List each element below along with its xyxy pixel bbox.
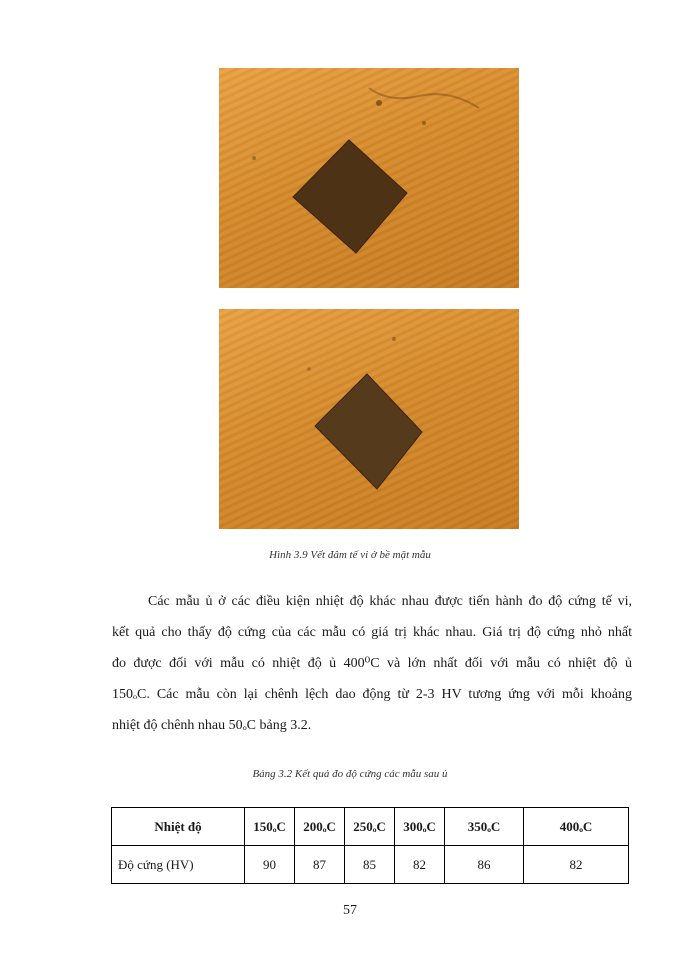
micrograph-indentation-1 (219, 68, 519, 288)
paragraph-line: đo được đối với mẫu có nhiệt độ ủ 400⁰C và lớn nhất đối với mẫu có nhiệt độ ủ (112, 656, 632, 671)
table-header-row (112, 808, 629, 846)
page-number: 57 (343, 903, 357, 918)
table-header-cell: 350ₒC (445, 808, 524, 846)
figure-caption: Hình 3.9 Vết đâm tế vi ở bề mặt mẫu (269, 549, 431, 561)
paragraph-line: kết quả cho thấy độ cứng của các mẫu có giá trị khác nhau. Giá trị độ cứng nhỏ nhất (112, 625, 632, 640)
table-header-cell: 400ₒC (524, 808, 629, 846)
paragraph-line: nhiệt độ chênh nhau 50ₒC bảng 3.2. (112, 718, 312, 733)
table-header-cell: Nhiệt độ (112, 808, 245, 846)
table-header-cell: 300ₒC (395, 808, 445, 846)
table-row (112, 846, 629, 884)
table-cell: 86 (445, 846, 524, 884)
table-cell: 87 (295, 846, 345, 884)
table-cell: Độ cứng (HV) (112, 846, 245, 884)
table-cell: 90 (245, 846, 295, 884)
table-cell: 82 (395, 846, 445, 884)
micrograph-indentation-2 (219, 309, 519, 529)
hardness-results-table (111, 807, 629, 884)
table-cell: 85 (345, 846, 395, 884)
table-header-cell: 250ₒC (345, 808, 395, 846)
paragraph-line: Các mẫu ủ ở các điều kiện nhiệt độ khác nhau được tiến hành đo độ cứng tế vi, (148, 594, 632, 609)
table-caption: Bảng 3.2 Kết quả đo độ cứng các mẫu sau ủ (252, 768, 448, 780)
body-paragraph (112, 586, 632, 741)
table-header-cell: 150ₒC (245, 808, 295, 846)
paragraph-line: 150ₒC. Các mẫu còn lại chênh lệch dao động từ 2-3 HV tương ứng với mỗi khoảng (112, 687, 632, 702)
table-header-cell: 200ₒC (295, 808, 345, 846)
table-cell: 82 (524, 846, 629, 884)
